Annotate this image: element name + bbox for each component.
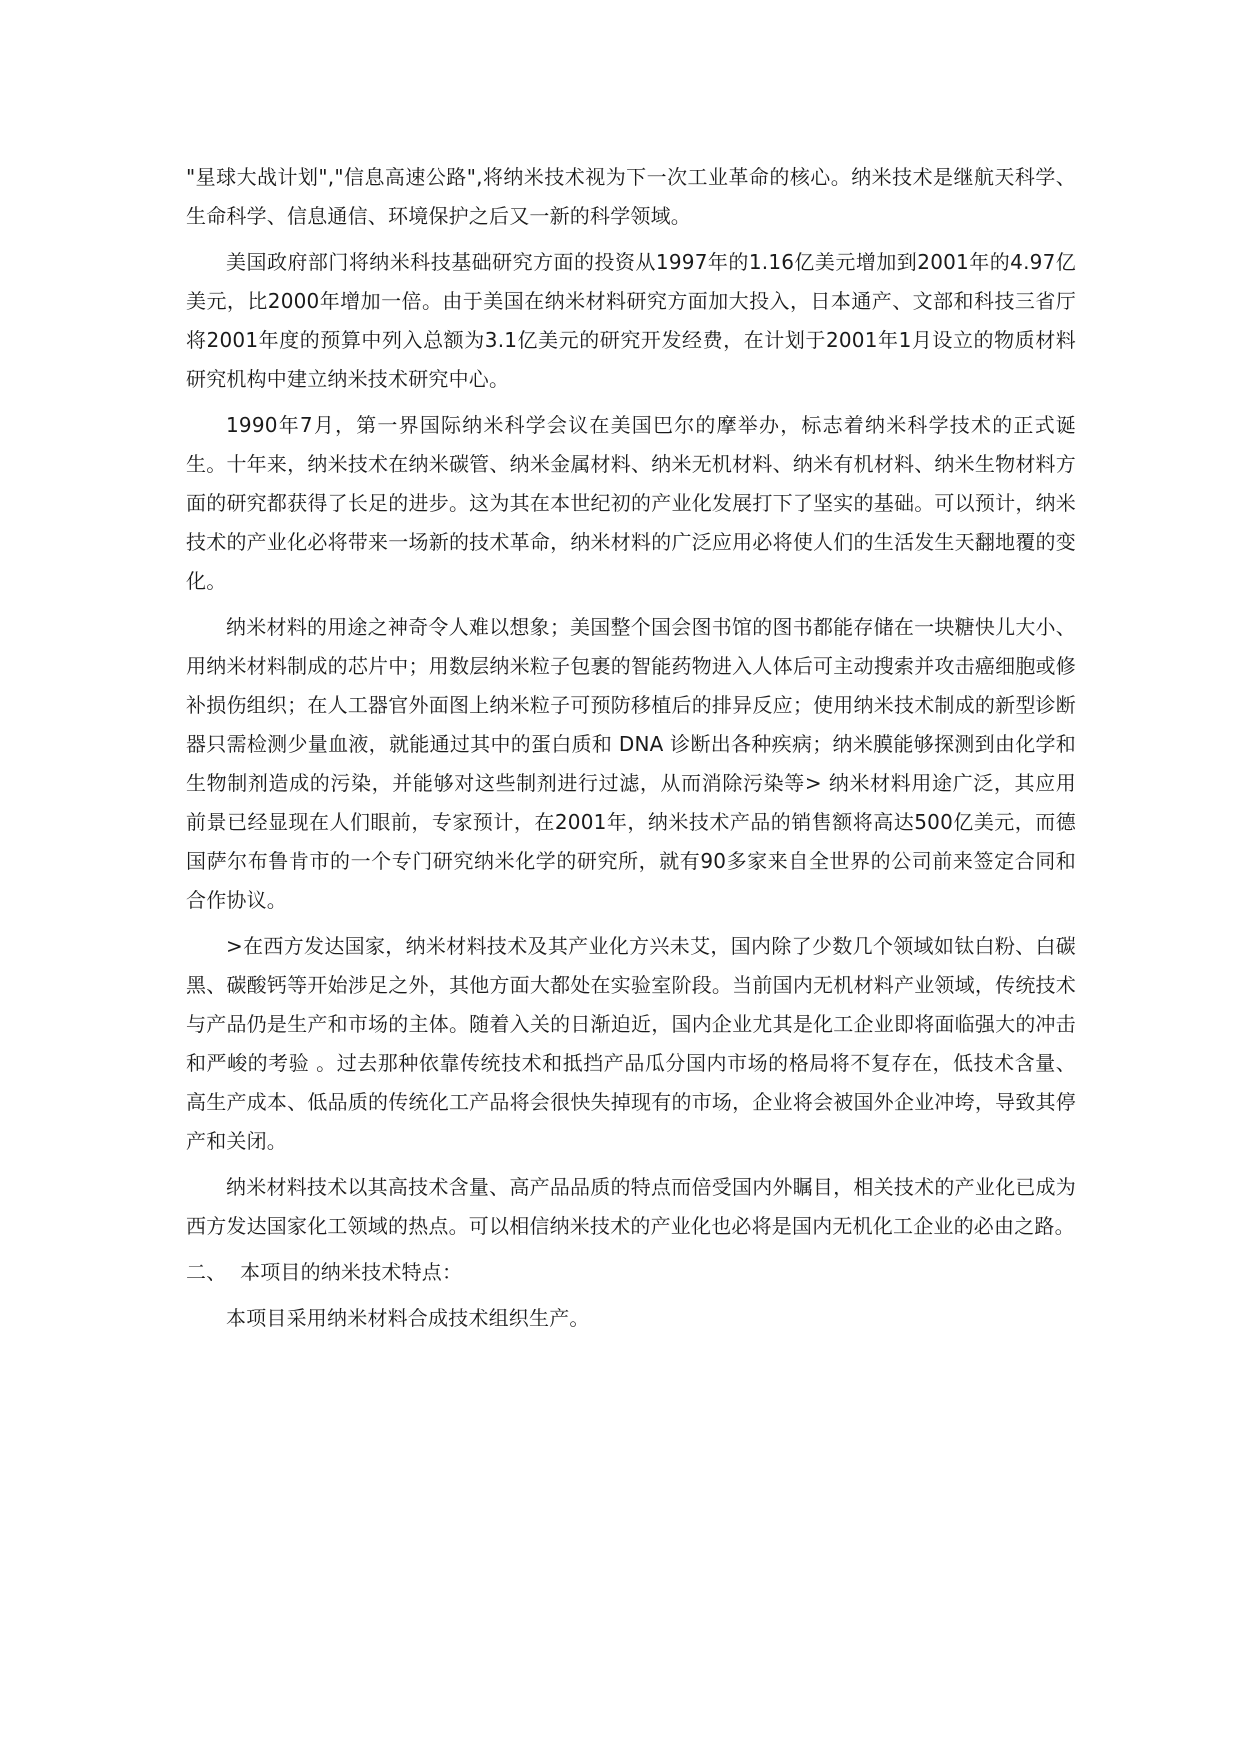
document-body [186,158,1076,1345]
paragraph-7: 本项目采用纳米材料合成技术组织生产。 [226,1306,590,1330]
section-heading [186,1253,1076,1292]
section-number: 二、 [186,1260,227,1284]
paragraph-5: >在西方发达国家，纳米材料技术及其产业化方兴未艾，国内除了少数几个领域如钛白粉、白碳黑、碳酸钙等开始涉足之外，其他方面大都处在实验室阶段。当前国内无机材料产业领域，传统技术与产品仍是生产和市场的主体。随着入关的日渐迫近，国内企业尤其是化工企业即将面临强大的冲击和严峻的考验 。过去那种依靠传统技术和抵挡产品瓜分国内市场的格局将不复存在，低技术含量、高生产成本、低品质的传统化工产品将会很快失掉现有的市场，企业将会被国外企业冲垮，导致其停产和关闭。 [186,934,1076,1153]
paragraph-6: 纳米材料技术以其高技术含量、高产品品质的特点而倍受国内外瞩目，相关技术的产业化已成为西方发达国家化工领域的热点。可以相信纳米技术的产业化也必将是国内无机化工企业的必由之路。 [186,1175,1076,1238]
paragraph-3: 1990年7月，第一界国际纳米科学会议在美国巴尔的摩举办，标志着纳米科学技术的正式诞生。十年来，纳米技术在纳米碳管、纳米金属材料、纳米无机材料、纳米有机材料、纳米生物材料方面的研究都获得了长足的进步。这为其在本世纪初的产业化发展打下了坚实的基础。可以预计，纳米技术的产业化必将带来一场新的技术革命，纳米材料的广泛应用必将使人们的生活发生天翻地覆的变化。 [186,413,1076,593]
paragraph-2: 美国政府部门将纳米科技基础研究方面的投资从1997年的1.16亿美元增加到2001年的4.97亿美元，比2000年增加一倍。由于美国在纳米材料研究方面加大投入，日本通产、文部和科技三省厅将2001年度的预算中列入总额为3.1亿美元的研究开发经费，在计划于2001年1月设立的物质材料研究机构中建立纳米技术研究中心。 [186,250,1076,391]
section-title: 本项目的纳米技术特点： [240,1260,463,1284]
paragraph-4: 纳米材料的用途之神奇令人难以想象；美国整个国会图书馆的图书都能存储在一块糖快儿大小、用纳米材料制成的芯片中；用数层纳米粒子包裹的智能药物进入人体后可主动搜索并攻击癌细胞或修补损伤组织；在人工器官外面图上纳米粒子可预防移植后的排异反应；使用纳米技术制成的新型诊断器只需检测少量血液，就能通过其中的蛋白质和 DNA 诊断出各种疾病；纳米膜能够探测到由化学和生物制剂造成的污染，并能够对这些制剂进行过滤，从而消除污染等> 纳米材料用途广泛，其应用前景已经显现在人们眼前，专家预计，在2001年，纳米技术产品的销售额将高达500亿美元，而德国萨尔布鲁肯市的一个专门研究纳米化学的研究所，就有90多家来自全世界的公司前来签定合同和合作协议。 [186,615,1076,912]
paragraph-1: "星球大战计划","信息高速公路",将纳米技术视为下一次工业革命的核心。纳米技术是继航天科学、生命科学、信息通信、环境保护之后又一新的科学领域。 [186,165,1076,228]
